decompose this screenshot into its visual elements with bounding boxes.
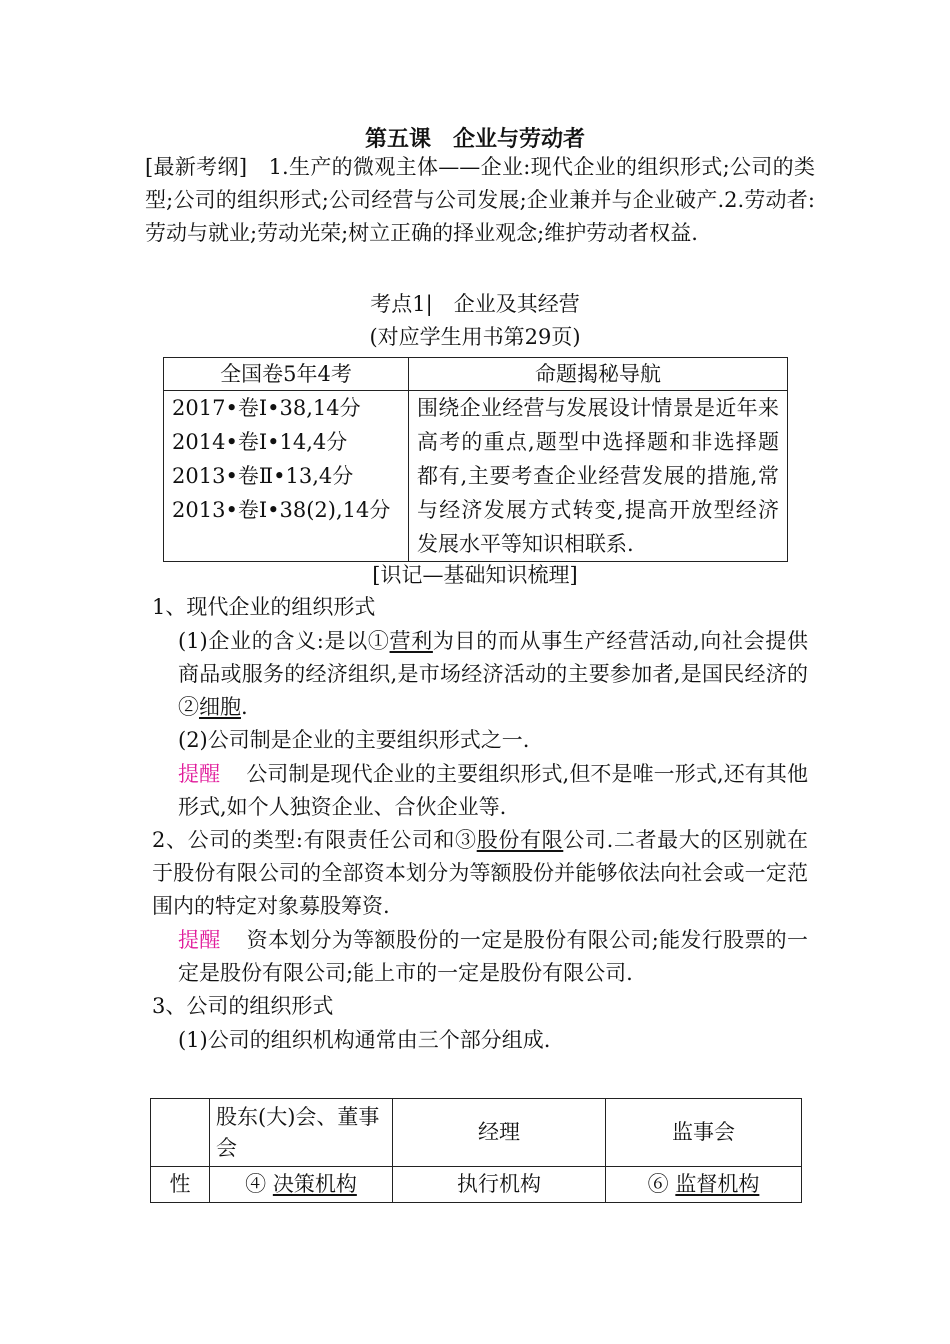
syllabus-label: [最新考纲]: [145, 155, 248, 179]
exam-record: 2014•卷Ⅰ•14,4分: [172, 430, 348, 454]
blank-answer: 股份有限: [476, 828, 564, 852]
s1-paragraph-2: (2)公司制是企业的主要组织形式之一.: [178, 728, 530, 752]
org-table: [150, 1098, 802, 1203]
section-label: [识记—基础知识梳理]: [372, 563, 578, 587]
org-table-row-label: 性: [151, 1167, 210, 1203]
exam-table-header-guide: 命题揭秘导航: [409, 358, 788, 391]
org-table-header-manager: 经理: [393, 1099, 606, 1167]
org-table-header-supervisory: 监事会: [606, 1099, 802, 1167]
page-reference: (对应学生用书第29页): [369, 325, 581, 349]
org-table-cell-supervisory: ⑥ 监督机构: [606, 1167, 802, 1203]
s2-reminder: 提醒 资本划分为等额股份的一定是股份有限公司;能发行股票的一定是股份有限公司;能上市的一定是股份有限公司.: [178, 928, 808, 985]
s3-heading: 3、公司的组织形式: [152, 994, 334, 1018]
exam-record: 2013•卷Ⅰ•38(2),14分: [172, 498, 391, 522]
org-table-cell-manager: 执行机构: [393, 1167, 606, 1203]
remind-label: 提醒: [178, 762, 221, 786]
exam-record: 2013•卷Ⅱ•13,4分: [172, 464, 354, 488]
point-heading: 考点1| 企业及其经营: [370, 292, 580, 316]
remind-label: 提醒: [178, 928, 221, 952]
blank-answer: 监督机构: [675, 1172, 760, 1196]
org-table-header-board: 股东(大)会、董事会: [210, 1099, 393, 1167]
exam-guide-cell: 围绕企业经营与发展设计情景是近年来高考的重点,题型中选择题和非选择题都有,主要考查企业经营发展的措施,常与经济发展方式转变,提高开放型经济发展水平等知识相联系.: [409, 391, 788, 562]
syllabus-paragraph: [145, 151, 815, 250]
page-title: 第五课 企业与劳动者: [364, 126, 585, 152]
s2-paragraph: 2、公司的类型:有限责任公司和③股份有限公司.二者最大的区别就在于股份有限公司的全部资本划分为等额股份并能够依法向社会或一定范围内的特定对象募股筹资.: [152, 828, 809, 918]
blank-answer: 决策机构: [272, 1172, 357, 1196]
exam-record: 2017•卷Ⅰ•38,14分: [172, 396, 361, 420]
blank-answer: 营利: [389, 629, 433, 653]
s1-reminder: 提醒 公司制是现代企业的主要组织形式,但不是唯一形式,还有其他形式,如个人独资企业、合伙企业等.: [178, 762, 808, 819]
org-table-cell-board: ④ 决策机构: [210, 1167, 393, 1203]
s3-paragraph-1: (1)公司的组织机构通常由三个部分组成.: [178, 1028, 551, 1052]
exam-table: [163, 357, 788, 562]
org-table-corner: [151, 1099, 210, 1167]
s1-paragraph-1: (1)企业的含义:是以①营利为目的而从事生产经营活动,向社会提供商品或服务的经济组织,是市场经济活动的主要参加者,是国民经济的②细胞.: [178, 629, 808, 719]
exam-records-cell: [164, 391, 409, 562]
blank-answer: 细胞: [199, 695, 241, 719]
s1-heading: 1、现代企业的组织形式: [152, 595, 376, 619]
exam-table-header-frequency: 全国卷5年4考: [164, 358, 409, 391]
syllabus-text: 1.生产的微观主体——企业:现代企业的组织形式;公司的类型;公司的组织形式;公司经营与公司发展;企业兼并与企业破产.2.劳动者:劳动与就业;劳动光荣;树立正确的择业观念;维护劳动者权益.: [145, 155, 815, 245]
